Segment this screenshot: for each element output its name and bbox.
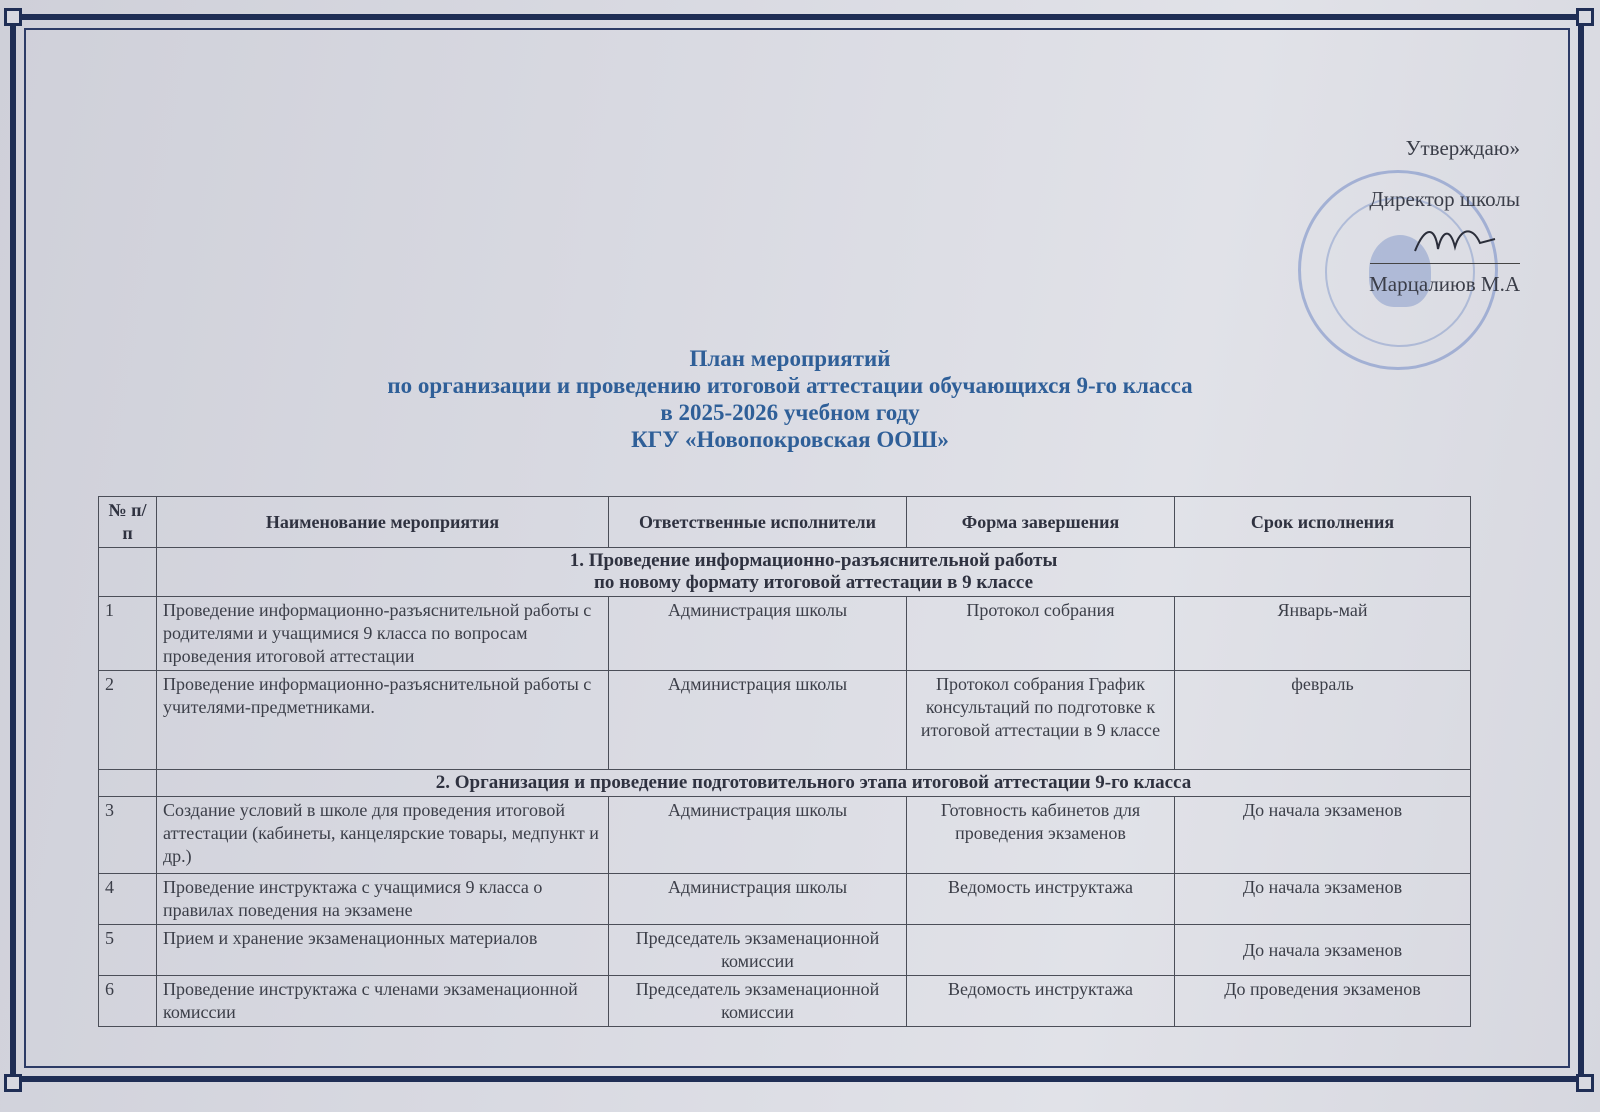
- row-name: Проведение информационно-разъяснительной работы с родителями и учащимися 9 класса по вопросам проведения итоговой аттестации: [157, 597, 609, 671]
- section-title-line: 1. Проведение информационно-разъяснительной работы: [569, 550, 1058, 571]
- row-resp: Председатель экзаменационной комиссии: [609, 976, 907, 1027]
- signature-icon: [1410, 221, 1500, 261]
- row-num: 2: [99, 671, 157, 770]
- row-term: До начала экзаменов: [1175, 797, 1471, 874]
- events-plan-table: [98, 496, 1471, 1027]
- row-num: 3: [99, 797, 157, 874]
- border-corner-ornament: [4, 1074, 22, 1092]
- row-resp: Администрация школы: [609, 597, 907, 671]
- row-num: 6: [99, 976, 157, 1027]
- table-row: [99, 597, 1471, 671]
- row-form: Готовность кабинетов для проведения экзаменов: [907, 797, 1175, 874]
- border-corner-ornament: [4, 8, 22, 26]
- approval-position: Директор школы: [1369, 187, 1520, 212]
- section-title-line: по новому формату итоговой аттестации в 9 классе: [593, 572, 1034, 593]
- title-line: по организации и проведению итоговой аттестации обучающихся 9-го класса: [387, 373, 1193, 398]
- row-form: Ведомость инструктажа: [907, 976, 1175, 1027]
- approval-heading: Утверждаю»: [1405, 136, 1520, 160]
- border-corner-ornament: [1576, 8, 1594, 26]
- row-term: февраль: [1175, 671, 1471, 770]
- section-num-cell: [99, 548, 157, 597]
- header-form: Форма завершения: [907, 497, 1175, 548]
- section-title: [157, 770, 1471, 797]
- row-form: [907, 925, 1175, 976]
- header-resp: Ответственные исполнители: [609, 497, 907, 548]
- row-num: 4: [99, 874, 157, 925]
- title-line: в 2025-2026 учебном году: [660, 400, 920, 425]
- row-num: 1: [99, 597, 157, 671]
- row-resp: Председатель экзаменационной комиссии: [609, 925, 907, 976]
- title-line: КГУ «Новопокровская ООШ»: [631, 427, 949, 452]
- table-row: [99, 925, 1471, 976]
- table-row: [99, 874, 1471, 925]
- row-form: Протокол собрания: [907, 597, 1175, 671]
- row-form: Ведомость инструктажа: [907, 874, 1175, 925]
- row-term: До проведения экзаменов: [1175, 976, 1471, 1027]
- title-line: План мероприятий: [689, 346, 891, 371]
- section-row: [99, 770, 1471, 797]
- row-name: Проведение инструктажа с учащимися 9 класса о правилах поведения на экзамене: [157, 874, 609, 925]
- row-num: 5: [99, 925, 157, 976]
- section-row: [99, 548, 1471, 597]
- table-row: [99, 797, 1471, 874]
- header-num: № п/п: [99, 497, 157, 548]
- section-title-line: 2. Организация и проведение подготовительного этапа итоговой аттестации 9-го класса: [435, 772, 1192, 793]
- border-corner-ornament: [1576, 1074, 1594, 1092]
- row-term: До начала экзаменов: [1175, 925, 1471, 976]
- row-name: Проведение инструктажа с членами экзаменационной комиссии: [157, 976, 609, 1027]
- row-resp: Администрация школы: [609, 671, 907, 770]
- row-name: Прием и хранение экзаменационных материалов: [157, 925, 609, 976]
- signature-line: [1370, 225, 1520, 264]
- header-term: Срок исполнения: [1175, 497, 1471, 548]
- row-name: Проведение информационно-разъяснительной работы с учителями-предметниками.: [157, 671, 609, 770]
- approval-block: [1369, 134, 1520, 299]
- row-term: До начала экзаменов: [1175, 874, 1471, 925]
- table-row: [99, 671, 1471, 770]
- row-name: Создание условий в школе для проведения итоговой аттестации (кабинеты, канцелярские товары, медпункт и др.): [157, 797, 609, 874]
- table-row: [99, 976, 1471, 1027]
- director-name: Марцалиюв М.А: [1369, 271, 1520, 296]
- section-title: [157, 548, 1471, 597]
- row-term: Январь-май: [1175, 597, 1471, 671]
- row-resp: Администрация школы: [609, 797, 907, 874]
- row-form: Протокол собрания График консультаций по подготовке к итоговой аттестации в 9 классе: [907, 671, 1175, 770]
- table-header-row: [99, 497, 1471, 548]
- row-resp: Администрация школы: [609, 874, 907, 925]
- document-title: [200, 345, 1380, 453]
- header-name: Наименование мероприятия: [157, 497, 609, 548]
- section-num-cell: [99, 770, 157, 797]
